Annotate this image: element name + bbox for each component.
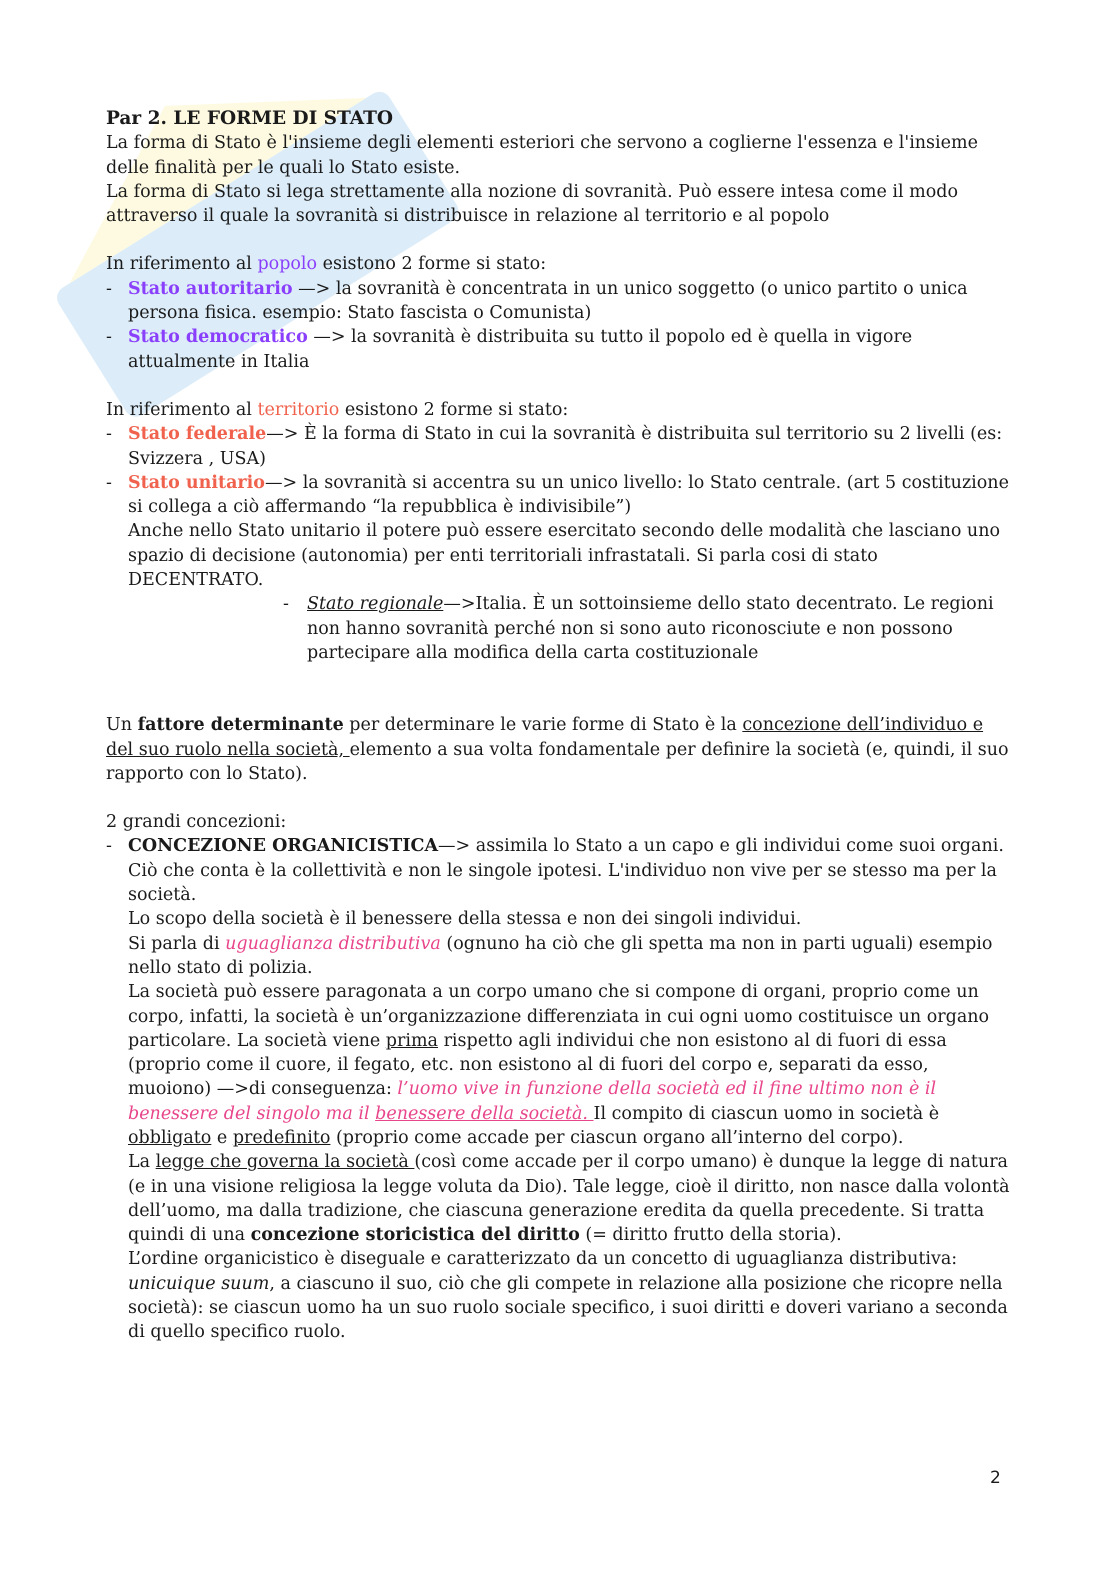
document-page (106, 107, 1010, 1345)
organicistica-corpo: La società può essere paragonata a un corpo umano che si compone di organi, proprio come un corpo, infatti, la società è un’organizzazione differenziata in cui ogni uomo costituisce un organo particolare. La società viene prima rispetto agli individui che non esistono al di fuori di essa (proprio come il cuore, il fegato, etc. non esistono al di fuori del corpo e, separati da esso, muoiono) —>di conseguenza: l’uomo vive in funzione della società ed il fine ultimo non è il benessere del singolo ma il benessere della società. Il compito di ciascun uomo in società è obbligato e predefinito (proprio come accade per ciascun organo all’interno del corpo). (128, 982, 990, 1148)
intro-paragraph-2: La forma di Stato si lega strettamente alla nozione di sovranità. Può essere intesa come il modo attraverso il quale la sovranità si distribuisce in relazione al territorio e al popolo (106, 181, 959, 227)
list-item-federale: - Stato federale—> È la forma di Stato in cui la sovranità è distribuita sul territorio su 2 livelli (es: Svizzera , USA) (106, 424, 1003, 469)
list-item-organicistica: - CONCEZIONE ORGANICISTICA—> assimila lo Stato a un capo e gli individui come suoi organi. Ciò che conta è la collettività e non le singole ipotesi. L'individuo non vive per se stesso ma per la società. (106, 836, 1004, 906)
organicistica-uguaglianza: Si parla di uguaglianza distributiva (ognuno ha ciò che gli spetta ma non in parti uguali) esempio nello stato di polizia. (128, 933, 993, 978)
territorio-keyword: territorio (257, 399, 340, 420)
page-number: 2 (990, 1468, 1001, 1488)
list-item-democratico: - Stato democratico —> la sovranità è distribuita su tutto il popolo ed è quella in vigore attualmente in Italia (106, 327, 913, 372)
fattore-paragraph: Un fattore determinante per determinare le varie forme di Stato è la concezione dell’individuo e del suo ruolo nella società, elemento a sua volta fondamentale per definire la società (e, quindi, il suo rapporto con lo Stato). (106, 715, 1009, 784)
section-heading: Par 2. LE FORME DI STATO (106, 108, 394, 129)
popolo-keyword: popolo (257, 254, 318, 275)
popolo-intro: In riferimento al popolo esistono 2 forme si stato: (106, 254, 547, 275)
list-item-regionale: - Stato regionale—>Italia. È un sottoinsieme dello stato decentrato. Le regioni non hanno sovranità perché non si sono auto riconosciute e non possono partecipare alla modifica della carta costituzionale (283, 594, 994, 663)
intro-paragraph-1: La forma di Stato è l'insieme degli elementi esteriori che servono a coglierne l'essenza e l'insieme delle finalità per le quali lo Stato esiste. (106, 133, 978, 178)
territorio-intro: In riferimento al territorio esistono 2 forme si stato: (106, 399, 569, 420)
list-item-autoritario: - Stato autoritario —> la sovranità è concentrata in un unico soggetto (o unico partito o unica persona fisica. esempio: Stato fascista o Comunista) (106, 278, 968, 324)
organicistica-legge: La legge che governa la società (così come accade per il corpo umano) è dunque la legge di natura (e in una visione religiosa la legge voluta da Dio). Tale legge, cioè il diritto, non nasce dalla volontà dell’uomo, ma dalla tradizione, che ciascuna generazione eredita da quella precedente. Si tratta quindi di una concezione storicistica del diritto (= diritto frutto della storia). (128, 1152, 1010, 1246)
concezioni-intro: 2 grandi concezioni: (106, 812, 287, 833)
organicistica-ordine: L’ordine organicistico è diseguale e caratterizzato da un concetto di uguaglianza distributiva: unicuique suum, a ciascuno il suo, ciò che gli compete in relazione alla posizione che ricopre nella società): se ciascun uomo ha un suo ruolo sociale specifico, i suoi diritti e doveri variano a seconda di quello specifico ruolo. (128, 1249, 1008, 1343)
list-item-unitario: - Stato unitario—> la sovranità si accentra su un unico livello: lo Stato centrale. (art 5 costituzione si collega a ciò affermando “la repubblica è indivisibile”) (106, 472, 1009, 518)
decentrato-paragraph: Anche nello Stato unitario il potere può essere esercitato secondo delle modalità che lasciano uno spazio di decisione (autonomia) per enti territoriali infrastatali. Si parla cosi di stato DECENTRATO. (128, 521, 1001, 591)
organicistica-scopo: Lo scopo della società è il benessere della stessa e non dei singoli individui. (128, 909, 802, 930)
